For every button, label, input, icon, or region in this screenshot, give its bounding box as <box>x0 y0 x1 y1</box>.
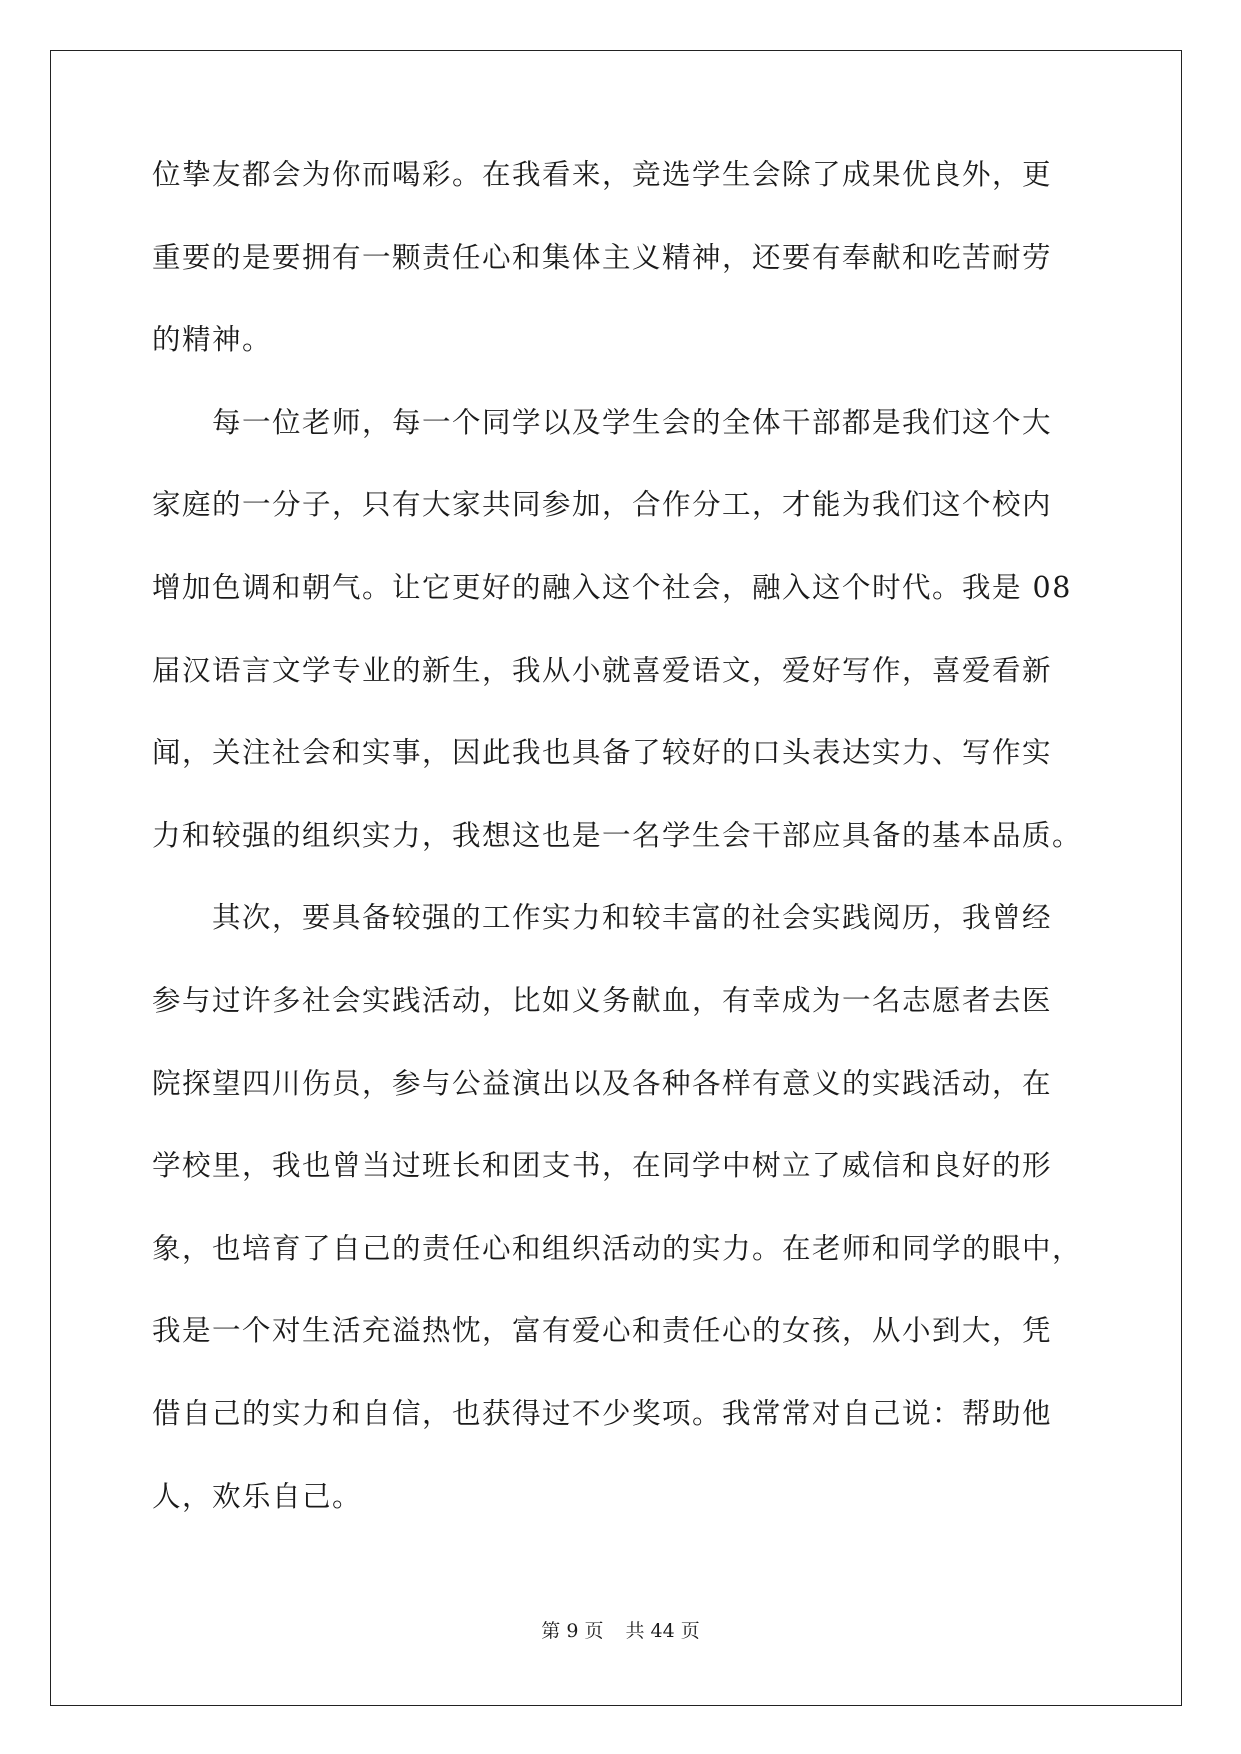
text-line: 其次，要具备较强的工作实力和较丰富的社会实践阅历，我曾经 <box>152 901 1053 935</box>
text-line: 增加色调和朝气。让它更好的融入这个社会，融入这个时代。我是 08 <box>152 570 1072 604</box>
text-line: 院探望四川伤员，参与公益演出以及各种各样有意义的实践活动，在 <box>152 1066 1053 1100</box>
text-line: 位挚友都会为你而喝彩。在我看来，竞选学生会除了成果优良外，更 <box>152 158 1053 191</box>
page-total: 共 44 页 <box>625 1620 700 1642</box>
text-line: 家庭的一分子，只有大家共同参加，合作分工，才能为我们这个校内 <box>152 488 1053 522</box>
text-line: 参与过许多社会实践活动，比如义务献血，有幸成为一名志愿者去医 <box>152 983 1053 1017</box>
text-line: 每一位老师，每一个同学以及学生会的全体干部都是我们这个大 <box>152 405 1053 439</box>
text-line: 我是一个对生活充溢热忱，富有爱心和责任心的女孩，从小到大，凭 <box>152 1314 1053 1348</box>
text-line: 重要的是要拥有一颗责任心和集体主义精神，还要有奉献和吃苦耐劳 <box>152 240 1053 274</box>
text-line: 学校里，我也曾当过班长和团支书，在同学中树立了威信和良好的形 <box>152 1149 1053 1183</box>
document-body <box>152 160 1092 1564</box>
text-line: 的精神。 <box>152 323 273 357</box>
text-line: 闻，关注社会和实事，因此我也具备了较好的口头表达实力、写作实 <box>152 736 1053 770</box>
page-footer <box>0 1616 1241 1643</box>
page-number: 第 9 页 <box>541 1620 604 1642</box>
text-line: 借自己的实力和自信，也获得过不少奖项。我常常对自己说：帮助他 <box>152 1396 1053 1430</box>
text-line: 届汉语言文学专业的新生，我从小就喜爱语文，爱好写作，喜爱看新 <box>152 653 1053 687</box>
text-line: 力和较强的组织实力，我想这也是一名学生会干部应具备的基本品质。 <box>152 818 1083 852</box>
text-line: 象，也培育了自己的责任心和组织活动的实力。在老师和同学的眼中， <box>152 1231 1083 1265</box>
text-line: 人，欢乐自己。 <box>152 1479 363 1513</box>
